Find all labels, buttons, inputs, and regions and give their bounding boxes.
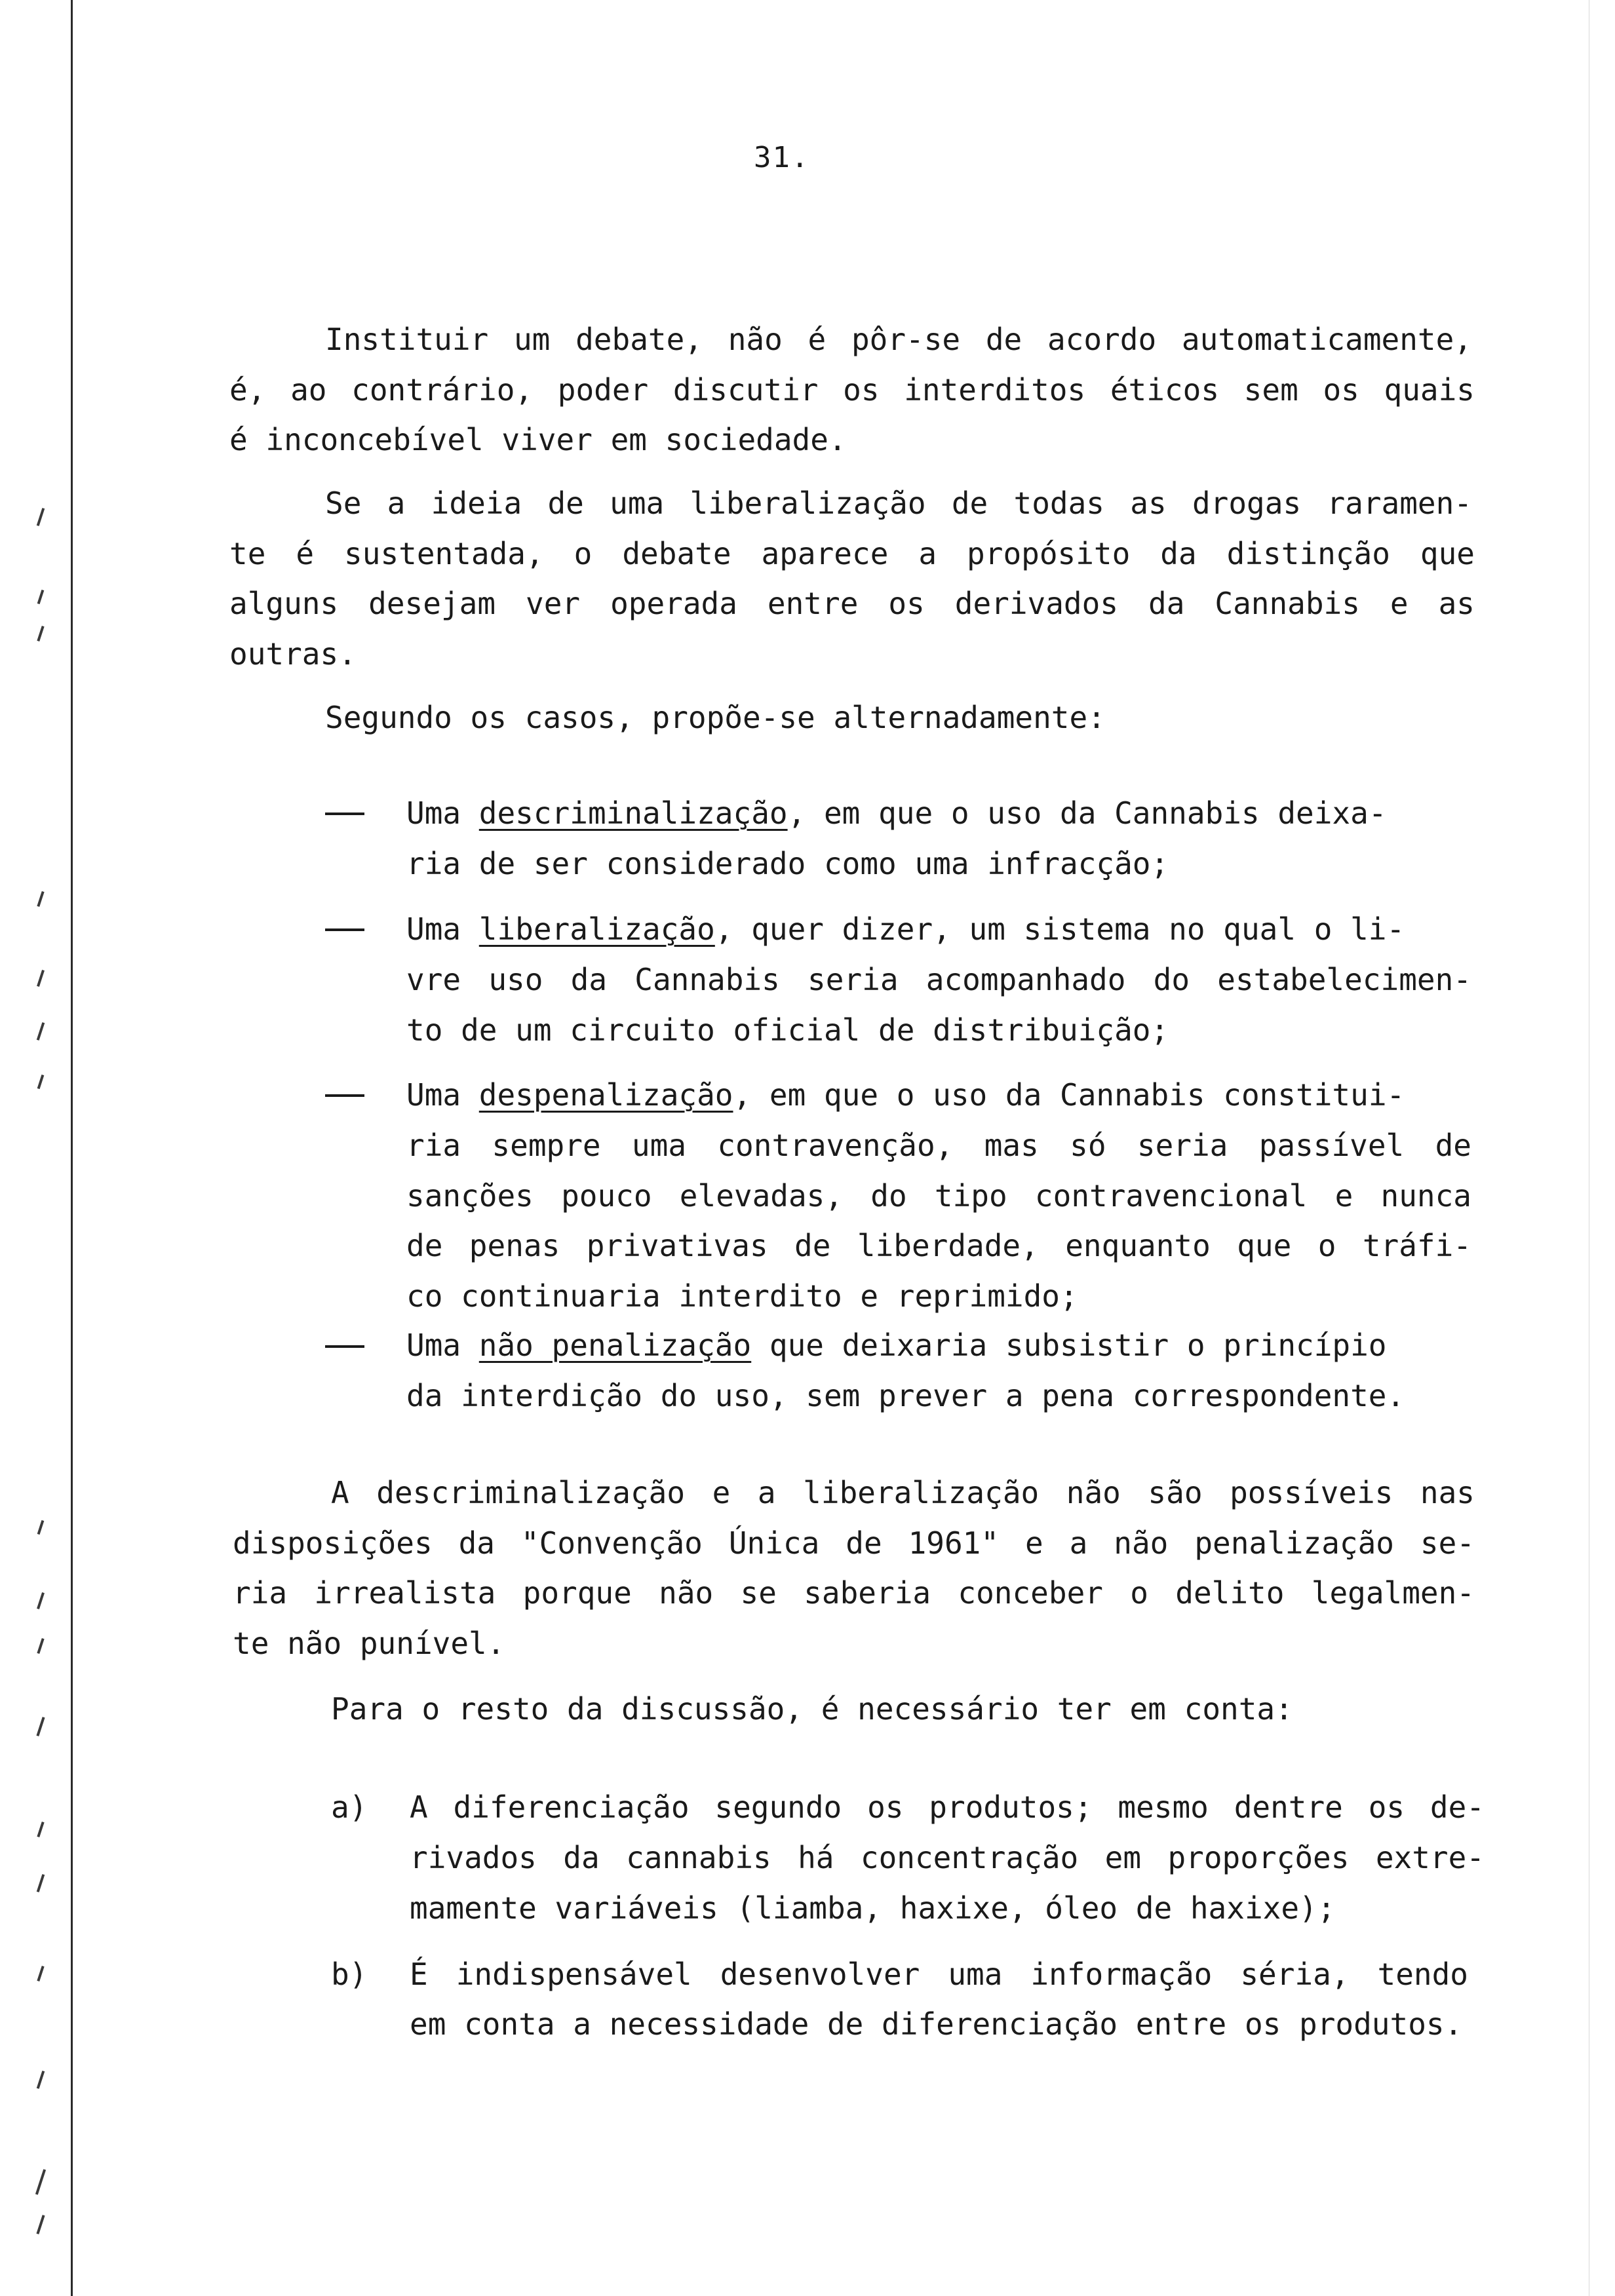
item-b-marker: b) [331,1957,368,1992]
item-a-line-2: rivados da cannabis há concentração em proporções extre- [410,1840,1485,1875]
list-item-2-line-3: to de um circuito oficial de distribuição; [406,1012,1169,1048]
paragraph-3: Segundo os casos, propõe-se alternadamente: [325,700,1106,735]
term-descriminalizacao: descriminalização [478,795,788,831]
paragraph-1-line-1: Instituir um debate, não é pôr-se de acordo automaticamente, [325,322,1472,357]
dash-bullet [325,1094,364,1097]
item-a-line-1: A diferenciação segundo os produtos; mesmo dentre os de- [410,1789,1485,1825]
dash-bullet [325,1345,364,1348]
paragraph-5: Para o resto da discussão, é necessário ter em conta: [331,1691,1293,1727]
paragraph-1-line-2: é, ao contrário, poder discutir os interditos éticos sem os quais [229,372,1475,408]
paragraph-2-line-3: alguns desejam ver operada entre os derivados da Cannabis e as [229,586,1475,621]
dash-bullet [325,928,364,931]
item-b-line-1: É indispensável desenvolver uma informação séria, tendo [410,1957,1468,1992]
list-item-4-line-2: da interdição do uso, sem prever a pena correspondente. [406,1378,1405,1413]
paragraph-4-line-3: ria irrealista porque não se saberia conceber o delito legalmen- [233,1575,1475,1611]
term-despenalizacao: despenalização [478,1077,733,1113]
list-item-2-line-1: Uma liberalização, quer dizer, um sistema no qual o li- [406,911,1405,947]
paragraph-2-line-2: te é sustentada, o debate aparece a propósito da distinção que [229,536,1475,571]
page-left-edge [71,0,73,2296]
paragraph-1-line-3: é inconcebível viver em sociedade. [229,422,847,457]
paragraph-4-line-4: te não punível. [233,1626,505,1661]
paragraph-4-line-2: disposições da "Convenção Única de 1961" e a não penalização se- [233,1525,1475,1561]
term-nao-penalizacao: não penalização [478,1328,752,1363]
item-b-line-2: em conta a necessidade de diferenciação entre os produtos. [410,2006,1463,2042]
list-item-3-line-4: de penas privativas de liberdade, enquanto que o tráfi- [406,1228,1471,1263]
list-item-3-line-2: ria sempre uma contravenção, mas só seria passível de [406,1128,1471,1163]
list-item-2-line-2: vre uso da Cannabis seria acompanhado do estabelecimen- [406,962,1471,997]
list-item-3-line-5: co continuaria interdito e reprimido; [406,1278,1078,1314]
margin-marks [39,0,59,2296]
paragraph-4-line-1: A descriminalização e a liberalização não são possíveis nas [331,1475,1475,1510]
term-liberalizacao: liberalização [478,911,715,947]
paragraph-2-line-4: outras. [229,636,357,672]
list-item-3-line-3: sanções pouco elevadas, do tipo contravencional e nunca [406,1178,1471,1214]
dash-bullet [325,813,364,815]
list-item-1-line-2: ria de ser considerado como uma infracção; [406,846,1169,881]
paragraph-2-line-1: Se a ideia de uma liberalização de todas as drogas raramen- [325,486,1472,521]
list-item-4-line-1: Uma não penalização que deixaria subsistir o princípio [406,1328,1387,1363]
page-number: 31. [754,141,810,174]
item-a-line-3: mamente variáveis (liamba, haxixe, óleo de haxixe); [410,1890,1336,1926]
list-item-3-line-1: Uma despenalização, em que o uso da Cannabis constitui- [406,1077,1405,1113]
item-a-marker: a) [331,1789,368,1825]
list-item-1-line-1: Uma descriminalização, em que o uso da Cannabis deixa- [406,795,1387,831]
